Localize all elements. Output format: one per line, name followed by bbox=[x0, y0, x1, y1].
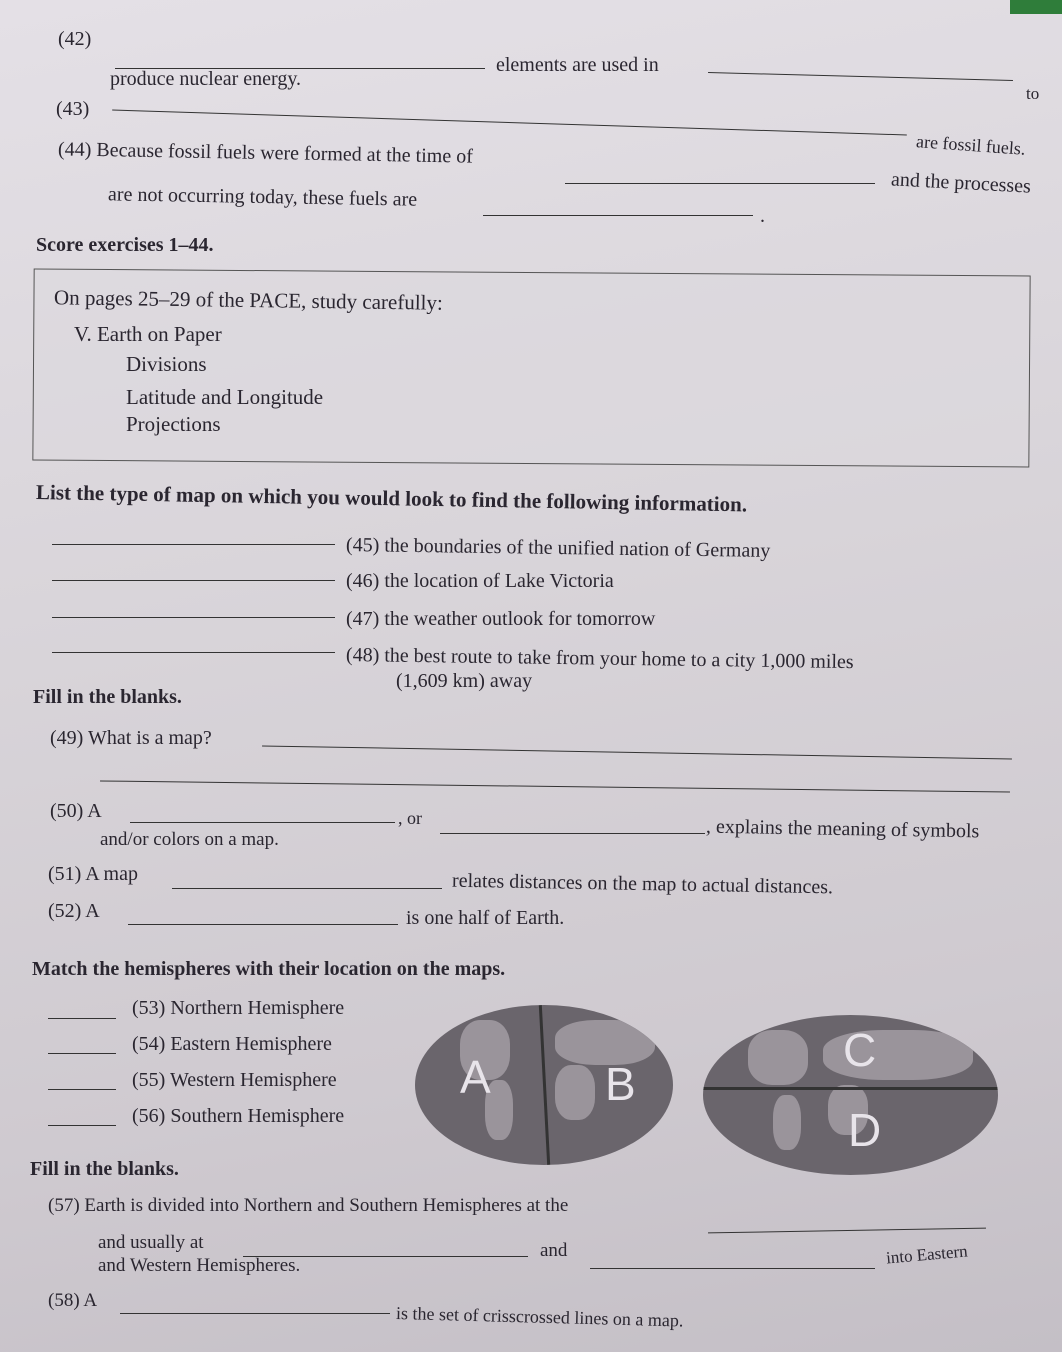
q57-and: and bbox=[540, 1240, 568, 1261]
q51-a: (51) A map bbox=[48, 863, 138, 885]
q58-end: is the set of crisscrossed lines on a map. bbox=[395, 1303, 684, 1331]
q42-blank-2 bbox=[708, 72, 1013, 81]
q44-cont: are not occurring today, these fuels are bbox=[107, 183, 418, 211]
q43-end: are fossil fuels. bbox=[915, 131, 1027, 159]
q44-blank-2 bbox=[483, 215, 753, 216]
q46-text: (46) the location of Lake Victoria bbox=[346, 570, 614, 592]
q50-cont: and/or colors on a map. bbox=[100, 829, 279, 850]
map-label-b: B bbox=[605, 1058, 636, 1110]
q43-number: (43) bbox=[56, 98, 90, 120]
study-section: V. Earth on Paper bbox=[74, 322, 222, 346]
match-heading: Match the hemispheres with their location on the maps. bbox=[32, 958, 506, 980]
match-item: (56) Southern Hemisphere bbox=[132, 1105, 345, 1127]
q57-into: into Eastern bbox=[885, 1241, 969, 1268]
q57-b: and usually at bbox=[98, 1232, 204, 1253]
q56-blank bbox=[48, 1125, 116, 1126]
q42-text: elements are used in bbox=[496, 54, 659, 76]
q57-blank-1 bbox=[708, 1228, 986, 1234]
q47-text: (47) the weather outlook for tomorrow bbox=[346, 608, 656, 630]
q50-a: (50) A bbox=[50, 800, 102, 822]
q53-blank bbox=[48, 1018, 116, 1019]
q57-blank-3 bbox=[590, 1268, 875, 1269]
q44-text: (44) Because fossil fuels were formed at the time of bbox=[57, 138, 474, 168]
q49-blank-2 bbox=[100, 780, 1010, 792]
study-item: Projections bbox=[126, 412, 221, 436]
study-item: Latitude and Longitude bbox=[126, 385, 324, 409]
q50-or: , or bbox=[398, 808, 422, 828]
q42-cont: produce nuclear energy. bbox=[110, 68, 302, 90]
q58-a: (58) A bbox=[48, 1290, 98, 1311]
world-map-east-west bbox=[415, 1005, 673, 1165]
q45-blank bbox=[52, 544, 335, 545]
map-label-c: C bbox=[843, 1024, 877, 1076]
q43-blank bbox=[112, 110, 907, 136]
world-map-north-south bbox=[703, 1015, 998, 1175]
q57-cont: and Western Hemispheres. bbox=[98, 1255, 301, 1276]
q54-blank bbox=[48, 1053, 116, 1054]
q55-blank bbox=[48, 1089, 116, 1090]
list-heading: List the type of map on which you would look to find the following information. bbox=[35, 480, 748, 517]
q52-end: is one half of Earth. bbox=[406, 907, 565, 929]
q45-text: (45) the boundaries of the unified nation of Germany bbox=[345, 534, 771, 562]
q52-a: (52) A bbox=[48, 900, 100, 922]
q50-end: , explains the meaning of symbols bbox=[705, 815, 980, 843]
study-intro: On pages 25–29 of the PACE, study carefully: bbox=[53, 285, 443, 315]
q57-a: (57) Earth is divided into Northern and Southern Hemispheres at the bbox=[48, 1195, 569, 1216]
q44-end: and the processes bbox=[890, 168, 1032, 198]
study-item: Divisions bbox=[126, 352, 207, 376]
score-instruction: Score exercises 1–44. bbox=[36, 234, 214, 256]
q42-end: to bbox=[1026, 84, 1040, 103]
q51-blank bbox=[172, 888, 442, 889]
q58-blank bbox=[120, 1313, 390, 1314]
q47-blank bbox=[52, 617, 335, 618]
q46-blank bbox=[52, 580, 335, 581]
map-label-d: D bbox=[848, 1104, 882, 1156]
q49-text: (49) What is a map? bbox=[50, 727, 212, 749]
hemisphere-maps bbox=[395, 1005, 1000, 1170]
match-item: (55) Western Hemisphere bbox=[132, 1069, 337, 1091]
q49-blank-1 bbox=[262, 745, 1012, 759]
fill-heading-1: Fill in the blanks. bbox=[33, 686, 182, 708]
q52-blank bbox=[128, 924, 398, 925]
q48-cont: (1,609 km) away bbox=[396, 670, 533, 692]
match-item: (54) Eastern Hemisphere bbox=[132, 1033, 332, 1055]
q44-blank-1 bbox=[565, 183, 875, 184]
map-label-a: A bbox=[460, 1051, 491, 1103]
q50-blank-2 bbox=[440, 833, 705, 834]
q44-period: . bbox=[760, 205, 765, 227]
corner-tab bbox=[1010, 0, 1062, 14]
q48-blank bbox=[52, 652, 335, 653]
match-item: (53) Northern Hemisphere bbox=[132, 997, 345, 1019]
fill-heading-2: Fill in the blanks. bbox=[30, 1158, 179, 1180]
q51-end: relates distances on the map to actual distances. bbox=[451, 869, 834, 899]
q50-blank-1 bbox=[130, 822, 395, 823]
q48-text: (48) the best route to take from your home to a city 1,000 miles bbox=[345, 644, 854, 674]
q42-number: (42) bbox=[58, 28, 92, 50]
